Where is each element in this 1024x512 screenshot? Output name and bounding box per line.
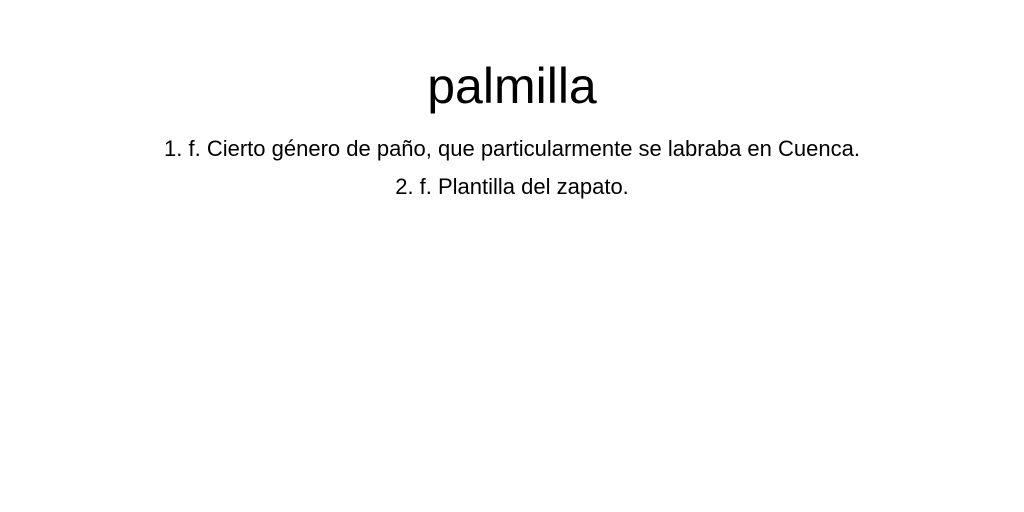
definition-list [0,130,1024,206]
definition-item: 1. f. Cierto género de paño, que particularmente se labraba en Cuenca. [164,136,860,161]
headword: palmilla [427,58,597,114]
definition-item: 2. f. Plantilla del zapato. [395,174,629,199]
